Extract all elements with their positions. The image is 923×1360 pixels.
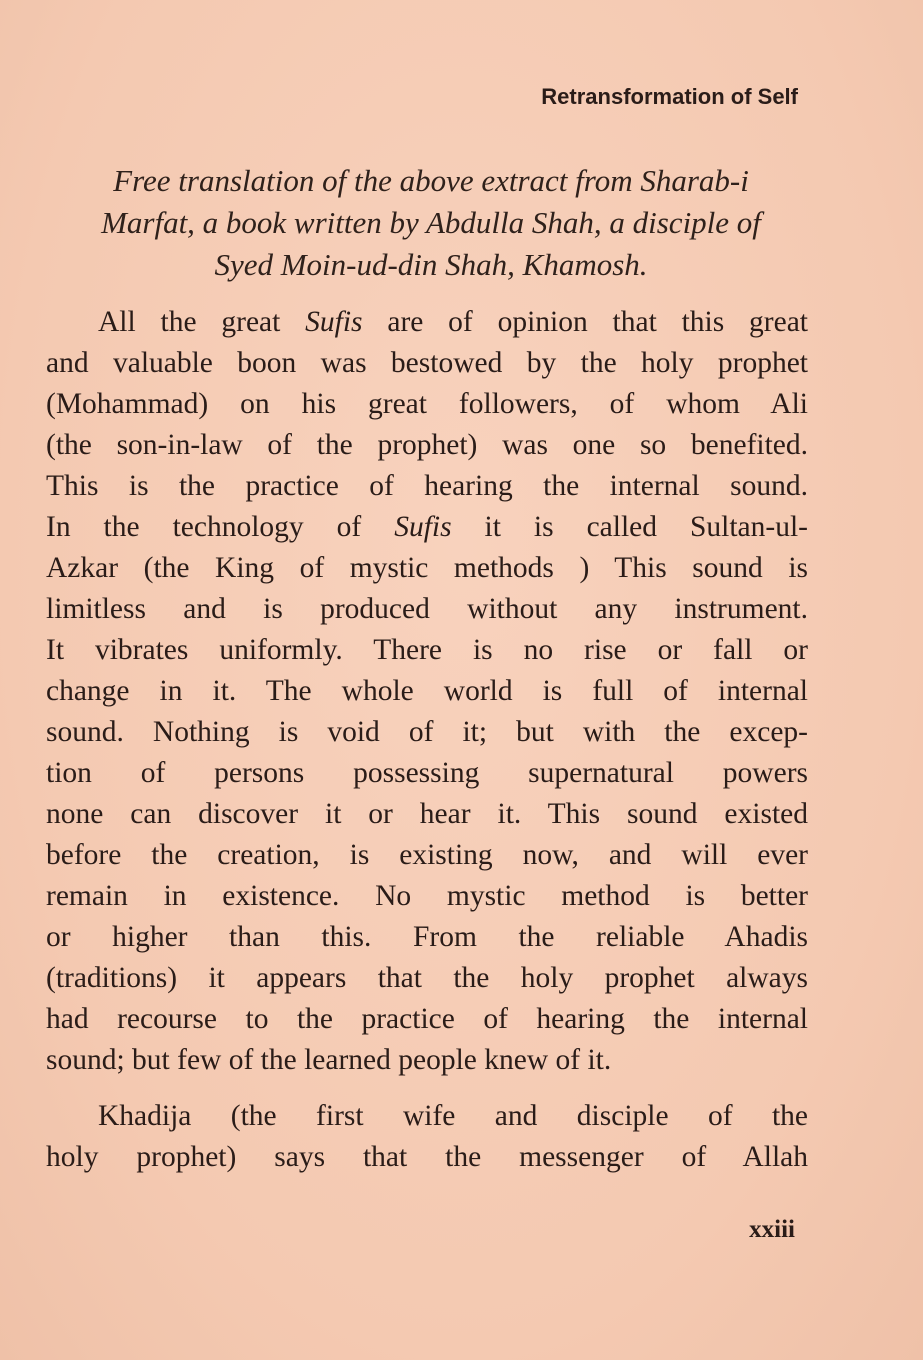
- paragraph-line: This is the practice of hearing the internal sound.: [46, 470, 808, 502]
- paragraph-line: It vibrates uniformly. There is no rise or fall or: [46, 634, 808, 666]
- paragraph-line: [46, 507, 808, 548]
- paragraph-line: change in it. The whole world is full of internal: [46, 675, 808, 707]
- paragraph-line: sound; but few of the learned people knew of it.: [46, 1044, 612, 1076]
- italic-term: Sufis: [394, 511, 452, 543]
- paragraph-line: had recourse to the practice of hearing the internal: [46, 1003, 808, 1035]
- page-number: xxiii: [749, 1216, 795, 1243]
- intro-line: Marfat, a book written by Abdulla Shah, a disciple of: [101, 205, 761, 240]
- text-run: In the technology of: [46, 511, 395, 543]
- paragraph-line: none can discover it or hear it. This sound existed: [46, 798, 808, 830]
- running-head: Retransformation of Self: [541, 84, 798, 109]
- paragraph-line: remain in existence. No mystic method is better: [46, 880, 808, 912]
- paragraph-line: (Mohammad) on his great followers, of whom Ali: [46, 388, 808, 420]
- intro-line: Free translation of the above extract from Sharab-i: [113, 163, 749, 198]
- paragraph-line: [46, 302, 808, 343]
- text-run: it is called Sultan-ul-: [451, 511, 808, 543]
- paragraph-line: holy prophet) says that the messenger of Allah: [46, 1141, 808, 1173]
- paragraph-line: and valuable boon was bestowed by the holy prophet: [46, 347, 808, 379]
- paragraph-line: sound. Nothing is void of it; but with the excep-: [46, 716, 808, 748]
- paragraph-line: or higher than this. From the reliable Ahadis: [46, 921, 808, 953]
- paragraph-line: Khadija (the first wife and disciple of the: [98, 1100, 808, 1132]
- paragraph-1: [46, 302, 808, 1081]
- text-run: are of opinion that this great: [362, 306, 808, 338]
- paragraph-line: limitless and is produced without any instrument.: [46, 593, 808, 625]
- intro-line: Syed Moin-ud-din Shah, Khamosh.: [214, 247, 648, 282]
- paragraph-line: (traditions) it appears that the holy prophet always: [46, 962, 808, 994]
- paragraph-line: tion of persons possessing supernatural powers: [46, 757, 808, 789]
- paragraph-line: Azkar (the King of mystic methods ) This sound is: [46, 552, 808, 584]
- italic-term: Sufis: [305, 306, 363, 338]
- paragraph-line: (the son-in-law of the prophet) was one so benefited.: [46, 429, 808, 461]
- text-run: All the great: [98, 306, 306, 338]
- paragraph-2: [46, 1096, 808, 1178]
- intro-caption: [46, 160, 816, 286]
- paragraph-line: before the creation, is existing now, and will ever: [46, 839, 808, 871]
